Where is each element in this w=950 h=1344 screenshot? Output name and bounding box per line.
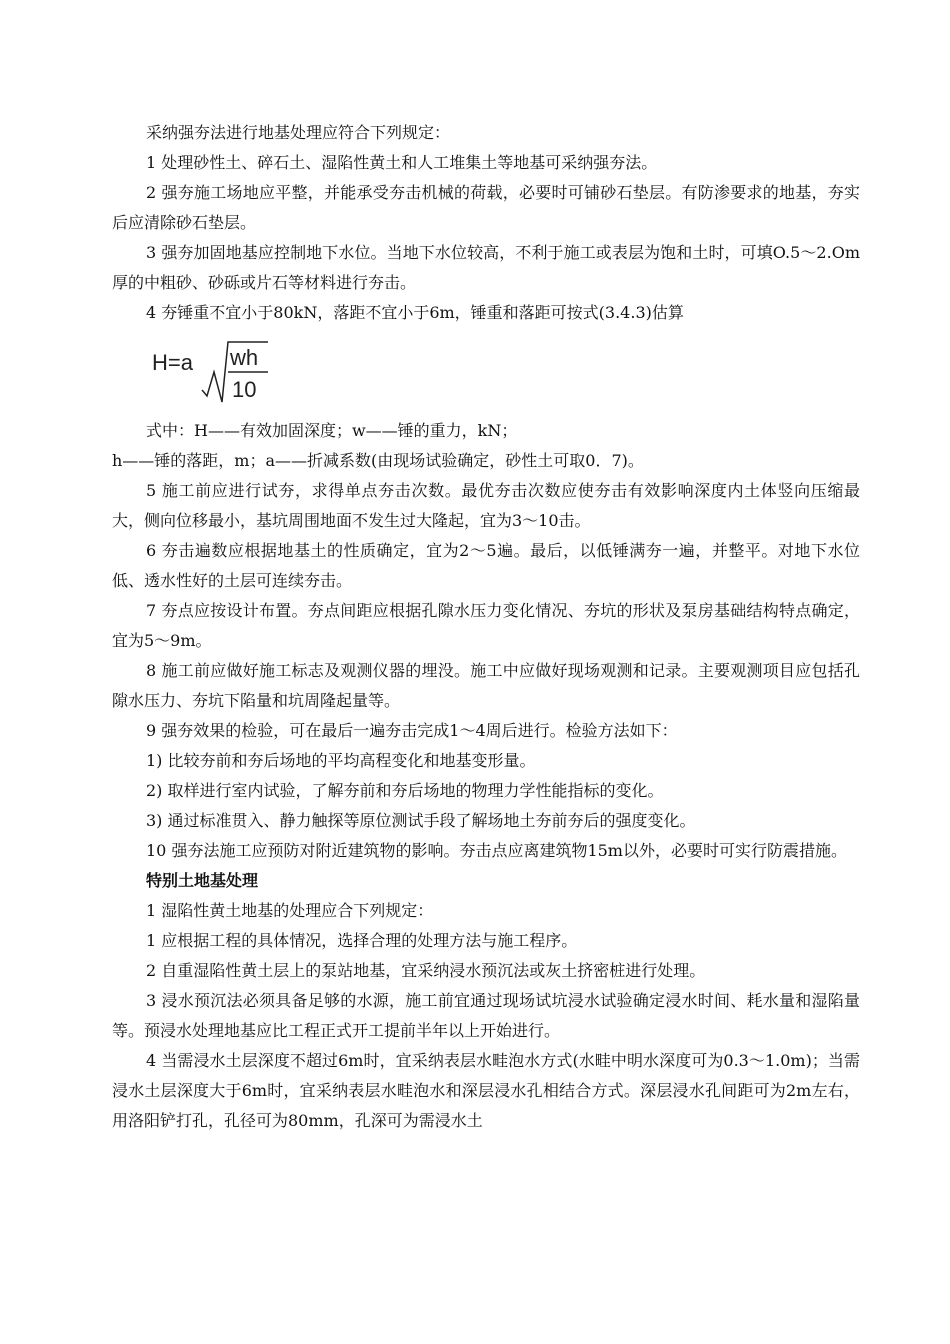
paragraph: 7 夯点应按设计布置。夯点间距应根据孔隙水压力变化情况、夯坑的形状及泵房基础结构特点确定，宜为5～9m。 [112, 601, 860, 650]
paragraph: 3 浸水预沉法必须具备足够的水源，施工前宜通过现场试坑浸水试验确定浸水时间、耗水量和湿陷量等。预浸水处理地基应比工程正式开工提前半年以上开始进行。 [112, 991, 860, 1040]
paragraph: 采纳强夯法进行地基处理应符合下列规定： [146, 123, 451, 142]
paragraph: 9 强夯效果的检验，可在最后一遍夯击完成1～4周后进行。检验方法如下： [146, 721, 678, 740]
document-page [112, 118, 860, 1136]
formula-lhs: H=a [152, 350, 193, 375]
paragraph: 8 施工前应做好施工标志及观测仪器的埋没。施工中应做好现场观测和记录。主要观测项目应包括孔隙水压力、夯坑下陷量和坑周隆起量等。 [112, 661, 860, 710]
paragraph: 10 强夯法施工应预防对附近建筑物的影响。夯击点应离建筑物15m以外，必要时可实行防震措施。 [146, 841, 847, 860]
paragraph: 2 强夯施工场地应平整，并能承受夯击机械的荷载，必要时可铺砂石垫层。有防渗要求的地基，夯实后应清除砂石垫层。 [112, 183, 860, 232]
paragraph: 4 夯锤重不宜小于80kN，落距不宜小于6m，锤重和落距可按式(3.4.3)估算 [146, 303, 684, 322]
paragraph: 5 施工前应进行试夯，求得单点夯击次数。最优夯击次数应使夯击有效影响深度内土体竖向压缩最大，侧向位移最小，基坑周围地面不发生过大隆起，宜为3～10击。 [112, 481, 860, 530]
paragraph: 3 强夯加固地基应控制地下水位。当地下水位较高，不利于施工或表层为饱和土时，可填O.5～2.Om厚的中粗砂、砂砾或片石等材料进行夯击。 [112, 243, 860, 292]
paragraph: 1 湿陷性黄土地基的处理应合下列规定： [146, 901, 434, 920]
formula-denominator: 10 [232, 377, 257, 402]
paragraph: 1 处理砂性土、碎石土、湿陷性黄土和人工堆集土等地基可采纳强夯法。 [146, 153, 658, 172]
paragraph: 式中：H——有效加固深度；w——锤的重力，kN； [146, 421, 518, 440]
paragraph: 1 应根据工程的具体情况，选择合理的处理方法与施工程序。 [146, 931, 578, 950]
paragraph: 6 夯击遍数应根据地基土的性质确定，宜为2～5遍。最后，以低锤满夯一遍，并整平。对地下水位低、透水性好的土层可连续夯击。 [112, 541, 860, 590]
paragraph: 2 自重湿陷性黄土层上的泵站地基，宜采纳浸水预沉法或灰土挤密桩进行处理。 [146, 961, 706, 980]
paragraph: 2) 取样进行室内试验，了解夯前和夯后场地的物理力学性能指标的变化。 [146, 781, 664, 800]
paragraph: 4 当需浸水土层深度不超过6m时，宜采纳表层水畦泡水方式(水畦中明水深度可为0.3～1.0m)；当需浸水土层深度大于6m时，宜采纳表层水畦泡水和深层浸水孔相结合方式。深层浸水孔间距可为2m左右，用洛阳铲打孔，孔径可为80mm，孔深可为需浸水土 [112, 1051, 860, 1130]
paragraph: h——锤的落距，m；a——折减系数(由现场试验确定，砂性土可取0．7)。 [112, 451, 644, 470]
formula-svg [150, 336, 290, 406]
formula-numerator: wh [230, 345, 259, 370]
paragraph: 1) 比较夯前和夯后场地的平均高程变化和地基变形量。 [146, 751, 536, 770]
section-heading: 特别土地基处理 [146, 871, 259, 890]
paragraph: 3) 通过标准贯入、静力触探等原位测试手段了解场地土夯前夯后的强度变化。 [146, 811, 696, 830]
formula-image [112, 328, 860, 416]
